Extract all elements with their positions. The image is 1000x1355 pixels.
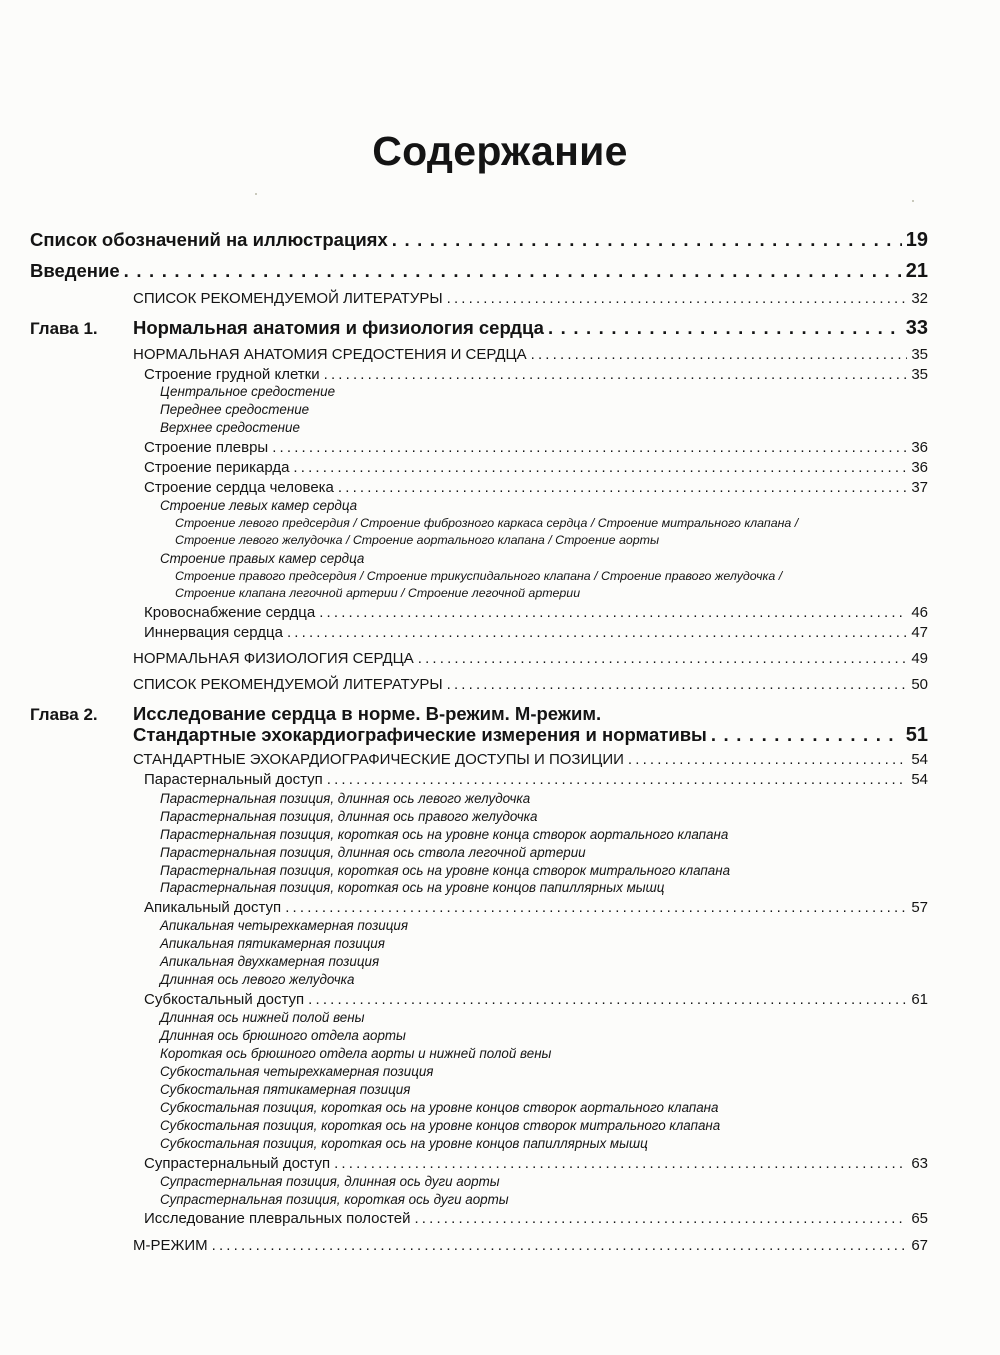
toc-entry-blood-supply[interactable] xyxy=(144,604,928,621)
toc-subitem[interactable]: Центральное средостение xyxy=(160,384,336,399)
toc-entry-pleural[interactable] xyxy=(144,1210,928,1227)
dot-leader xyxy=(414,1210,907,1227)
toc-entry-title: Строение перикарда xyxy=(144,459,290,476)
dot-leader xyxy=(272,439,907,456)
page-number: 47 xyxy=(911,624,928,641)
toc-entry-pleura[interactable] xyxy=(144,439,928,456)
toc-entry-parasternal[interactable] xyxy=(144,771,928,788)
toc-entry-title: Парастернальный доступ xyxy=(144,771,323,788)
toc-subitem[interactable]: Строение правых камер сердца xyxy=(160,551,365,566)
toc-entry-intro-references[interactable] xyxy=(133,290,928,307)
toc-subitem[interactable]: Короткая ось брюшного отдела аорты и нижней полой вены xyxy=(160,1046,552,1061)
dot-leader xyxy=(293,459,907,476)
dot-leader xyxy=(447,290,908,307)
toc-detail-line: Строение правого предсердия / Строение трикуспидального клапана / Строение правого желудочка / xyxy=(175,569,783,583)
page-number: 65 xyxy=(911,1210,928,1227)
chapter-2-title-line1[interactable]: Исследование сердца в норме. В-режим. М-режим. xyxy=(133,703,602,724)
toc-entry-chapter-2[interactable] xyxy=(133,724,928,747)
page-number: 19 xyxy=(905,229,928,251)
dot-leader xyxy=(628,751,907,768)
toc-entry-innervation[interactable] xyxy=(144,624,928,641)
toc-entry-physiology[interactable] xyxy=(133,650,928,667)
toc-subitem[interactable]: Строение левых камер сердца xyxy=(160,498,358,513)
toc-subitem[interactable]: Переднее средостение xyxy=(160,402,310,417)
toc-subitem[interactable]: Субкостальная четырехкамерная позиция xyxy=(160,1064,434,1079)
toc-entry-title: Исследование плевральных полостей xyxy=(144,1210,411,1227)
toc-subitem[interactable]: Парастернальная позиция, длинная ось ствола легочной артерии xyxy=(160,845,586,860)
page-number: 61 xyxy=(911,991,928,1008)
toc-subitem[interactable]: Субкостальная позиция, короткая ось на уровне концов папиллярных мышц xyxy=(160,1136,648,1151)
toc-entry-ch1-references[interactable] xyxy=(133,676,928,693)
toc-entry-title: Стандартные эхокардиографические измерения и нормативы xyxy=(133,724,707,745)
paper-speck xyxy=(255,193,257,195)
toc-detail-line: Строение клапана легочной артерии / Строение легочной артерии xyxy=(175,586,581,600)
toc-subitem[interactable]: Парастернальная позиция, короткая ось на уровне конца створок митрального клапана xyxy=(160,863,731,878)
toc-detail-line: Строение левого желудочка / Строение аортального клапана / Строение аорты xyxy=(175,533,660,547)
toc-entry-chest[interactable] xyxy=(144,366,928,383)
toc-subitem[interactable]: Длинная ось левого желудочка xyxy=(160,972,355,987)
page-number: 57 xyxy=(911,899,928,916)
toc-entry-title: Субкостальный доступ xyxy=(144,991,305,1008)
dot-leader xyxy=(287,624,907,641)
dot-leader xyxy=(711,724,902,746)
page-number: 36 xyxy=(911,459,928,476)
toc-subitem[interactable]: Апикальная двухкамерная позиция xyxy=(160,954,380,969)
toc-entry-anatomy[interactable] xyxy=(133,346,928,363)
toc-subitem[interactable]: Парастернальная позиция, короткая ось на уровне конца створок аортального клапана xyxy=(160,827,729,842)
dot-leader xyxy=(327,771,908,788)
dot-leader xyxy=(392,229,902,251)
page-number: 32 xyxy=(911,290,928,307)
paper-speck xyxy=(912,200,914,202)
page-number: 35 xyxy=(911,346,928,363)
toc-entry-subcostal[interactable] xyxy=(144,991,928,1008)
toc-entry-title: М-РЕЖИМ xyxy=(133,1237,208,1254)
toc-entry-title: Апикальный доступ xyxy=(144,899,282,916)
chapter-1-label: Глава 1. xyxy=(30,319,98,338)
toc-entry-title: Иннервация сердца xyxy=(144,624,283,641)
toc-subitem[interactable]: Длинная ось нижней полой вены xyxy=(160,1010,365,1025)
toc-entry-title: Введение xyxy=(30,260,120,281)
toc-entry-title: НОРМАЛЬНАЯ АНАТОМИЯ СРЕДОСТЕНИЯ И СЕРДЦА xyxy=(133,346,527,363)
page-number: 51 xyxy=(905,724,928,746)
page-number: 63 xyxy=(911,1155,928,1172)
toc-entry-title: СПИСОК РЕКОМЕНДУЕМОЙ ЛИТЕРАТУРЫ xyxy=(133,290,443,307)
toc-entry-standard-views[interactable] xyxy=(133,751,928,768)
toc-entry-title: Строение сердца человека xyxy=(144,479,334,496)
dot-leader xyxy=(531,346,908,363)
dot-leader xyxy=(324,366,908,383)
toc-entry-title: СПИСОК РЕКОМЕНДУЕМОЙ ЛИТЕРАТУРЫ xyxy=(133,676,443,693)
dot-leader xyxy=(212,1237,908,1254)
toc-entry-title: НОРМАЛЬНАЯ ФИЗИОЛОГИЯ СЕРДЦА xyxy=(133,650,414,667)
toc-subitem[interactable]: Апикальная пятикамерная позиция xyxy=(160,936,385,951)
page-number: 54 xyxy=(911,751,928,768)
toc-subitem[interactable]: Субкостальная позиция, короткая ось на уровне концов створок митрального клапана xyxy=(160,1118,721,1133)
toc-entry-title: Нормальная анатомия и физиология сердца xyxy=(133,317,544,338)
toc-subitem[interactable]: Верхнее средостение xyxy=(160,420,300,435)
page-number: 46 xyxy=(911,604,928,621)
page-number: 35 xyxy=(911,366,928,383)
toc-entry-introduction[interactable] xyxy=(30,260,928,283)
dot-leader xyxy=(308,991,907,1008)
dot-leader xyxy=(447,676,908,693)
toc-subitem[interactable]: Парастернальная позиция, длинная ось правого желудочка xyxy=(160,809,538,824)
dot-leader xyxy=(319,604,907,621)
toc-entry-pericardium[interactable] xyxy=(144,459,928,476)
page-number: 49 xyxy=(911,650,928,667)
toc-entry-title: Кровоснабжение сердца xyxy=(144,604,316,621)
toc-entry-suprasternal[interactable] xyxy=(144,1155,928,1172)
dot-leader xyxy=(334,1155,907,1172)
toc-subitem[interactable]: Длинная ось брюшного отдела аорты xyxy=(160,1028,406,1043)
toc-entry-title: Строение грудной клетки xyxy=(144,366,320,383)
toc-subitem[interactable]: Парастернальная позиция, длинная ось левого желудочка xyxy=(160,791,531,806)
toc-entry-apical[interactable] xyxy=(144,899,928,916)
toc-subitem[interactable]: Апикальная четырехкамерная позиция xyxy=(160,918,409,933)
dot-leader xyxy=(338,479,907,496)
chapter-2-label: Глава 2. xyxy=(30,705,98,724)
toc-entry-title: СТАНДАРТНЫЕ ЭХОКАРДИОГРАФИЧЕСКИЕ ДОСТУПЫ И ПОЗИЦИИ xyxy=(133,751,624,768)
toc-entry-legend[interactable] xyxy=(30,229,928,252)
dot-leader xyxy=(285,899,907,916)
page-title: Содержание xyxy=(372,128,628,174)
page-number: 50 xyxy=(911,676,928,693)
page-number: 36 xyxy=(911,439,928,456)
dot-leader xyxy=(124,260,902,282)
page-number: 67 xyxy=(911,1237,928,1254)
toc-detail-line: Строение левого предсердия / Строение фиброзного каркаса сердца / Строение митрального клапана / xyxy=(175,516,799,530)
toc-subitem[interactable]: Супрастернальная позиция, длинная ось дуги аорты xyxy=(160,1174,500,1189)
page-number: 21 xyxy=(905,260,928,282)
toc-entry-title: Строение плевры xyxy=(144,439,269,456)
dot-leader xyxy=(548,317,902,339)
toc-subitem[interactable]: Субкостальная пятикамерная позиция xyxy=(160,1082,411,1097)
dot-leader xyxy=(418,650,908,667)
toc-entry-title: Супрастернальный доступ xyxy=(144,1155,331,1172)
toc-entry-m-mode[interactable] xyxy=(133,1237,928,1254)
page-number: 33 xyxy=(905,317,928,339)
toc-subitem[interactable]: Супрастернальная позиция, короткая ось дуги аорты xyxy=(160,1192,509,1207)
toc-subitem[interactable]: Парастернальная позиция, короткая ось на уровне концов папиллярных мышц xyxy=(160,880,665,895)
toc-entry-title: Список обозначений на иллюстрациях xyxy=(30,229,388,250)
toc-subitem[interactable]: Субкостальная позиция, короткая ось на уровне концов створок аортального клапана xyxy=(160,1100,719,1115)
page-number: 54 xyxy=(911,771,928,788)
toc-entry-chapter-1[interactable] xyxy=(133,317,928,340)
page-number: 37 xyxy=(911,479,928,496)
toc-entry-heart[interactable] xyxy=(144,479,928,496)
